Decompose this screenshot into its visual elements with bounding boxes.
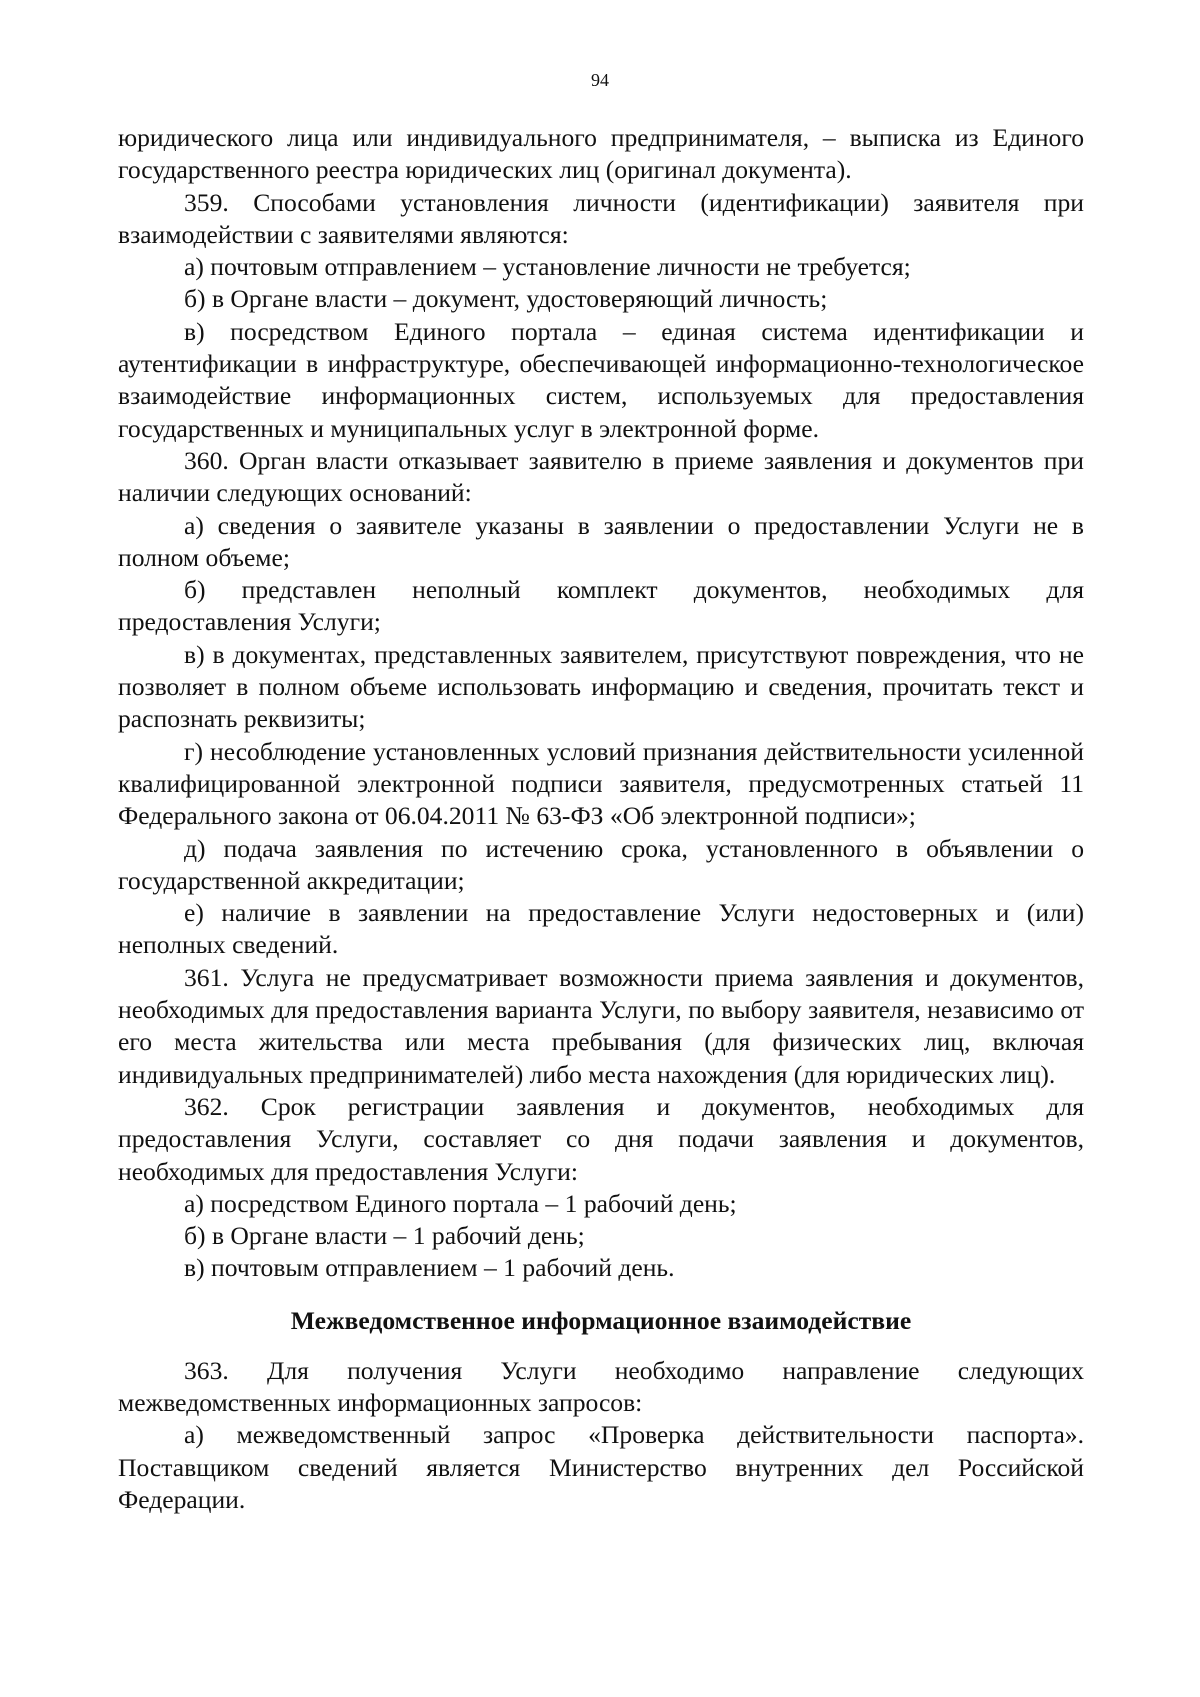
list-item-360-v: в) в документах, представленных заявителем, присутствуют повреждения, что не позволяет в полном объеме использовать информацию и сведения, прочитать текст и распознать реквизиты; [118,639,1084,734]
paragraph-358-continuation: юридического лица или индивидуального предпринимателя, – выписка из Единого государственного реестра юридических лиц (оригинал документа). [118,123,1084,185]
list-item-360-g: г) несоблюдение установленных условий признания действительности усиленной квалифицированной электронной подписи заявителя, предусмотренных статьей 11 Федерального закона от 06.04.2011 № 63-ФЗ «Об электронной подписи»; [118,736,1084,831]
page-number: 94 [591,70,609,90]
paragraph-359: 359. Способами установления личности (идентификации) заявителя при взаимодействии с заявителями являются: [118,187,1084,249]
list-item-360-e: е) наличие в заявлении на предоставление Услуги недостоверных и (или) неполных сведений. [118,898,1084,960]
list-item-360-b: б) представлен неполный комплект документов, необходимых для предоставления Услуги; [118,575,1084,637]
list-item-362-a: а) посредством Единого портала – 1 рабочий день; [184,1188,737,1218]
paragraph-363: 363. Для получения Услуги необходимо направление следующих межведомственных информационных запросов: [118,1355,1084,1417]
document-body [118,122,1084,1516]
paragraph-361: 361. Услуга не предусматривает возможности приема заявления и документов, необходимых для предоставления варианта Услуги, по выбору заявителя, независимо от его места жительства или места пребывания (для физических лиц, включая индивидуальных предпринимателей) либо места нахождения (для юридических лиц). [118,962,1084,1089]
list-item-359-v: в) посредством Единого портала – единая система идентификации и аутентификации в инфраструктуре, обеспечивающей информационно-технологическое взаимодействие информационных систем, используемых для предоставления государственных и муниципальных услуг в электронной форме. [118,316,1084,443]
paragraph-362: 362. Срок регистрации заявления и документов, необходимых для предоставления Услуги, составляет со дня подачи заявления и документов, необходимых для предоставления Услуги: [118,1091,1084,1186]
list-item-360-d: д) подача заявления по истечению срока, установленного в объявлении о государственной аккредитации; [118,833,1084,895]
paragraph-360: 360. Орган власти отказывает заявителю в приеме заявления и документов при наличии следующих оснований: [118,445,1084,508]
list-item-362-b: б) в Органе власти – 1 рабочий день; [184,1221,585,1251]
section-heading: Межведомственное информационное взаимодействие [290,1305,912,1335]
list-item-362-v: в) почтовым отправлением – 1 рабочий день. [184,1253,675,1283]
list-item-360-a: а) сведения о заявителе указаны в заявлении о предоставлении Услуги не в полном объеме; [118,510,1084,572]
list-item-359-b: б) в Органе власти – документ, удостоверяющий личность; [184,284,828,314]
list-item-359-a: а) почтовым отправлением – установление личности не требуется; [184,252,911,282]
list-item-363-a: а) межведомственный запрос «Проверка действительности паспорта». Поставщиком сведений является Министерство внутренних дел Российской Федерации. [118,1420,1084,1514]
